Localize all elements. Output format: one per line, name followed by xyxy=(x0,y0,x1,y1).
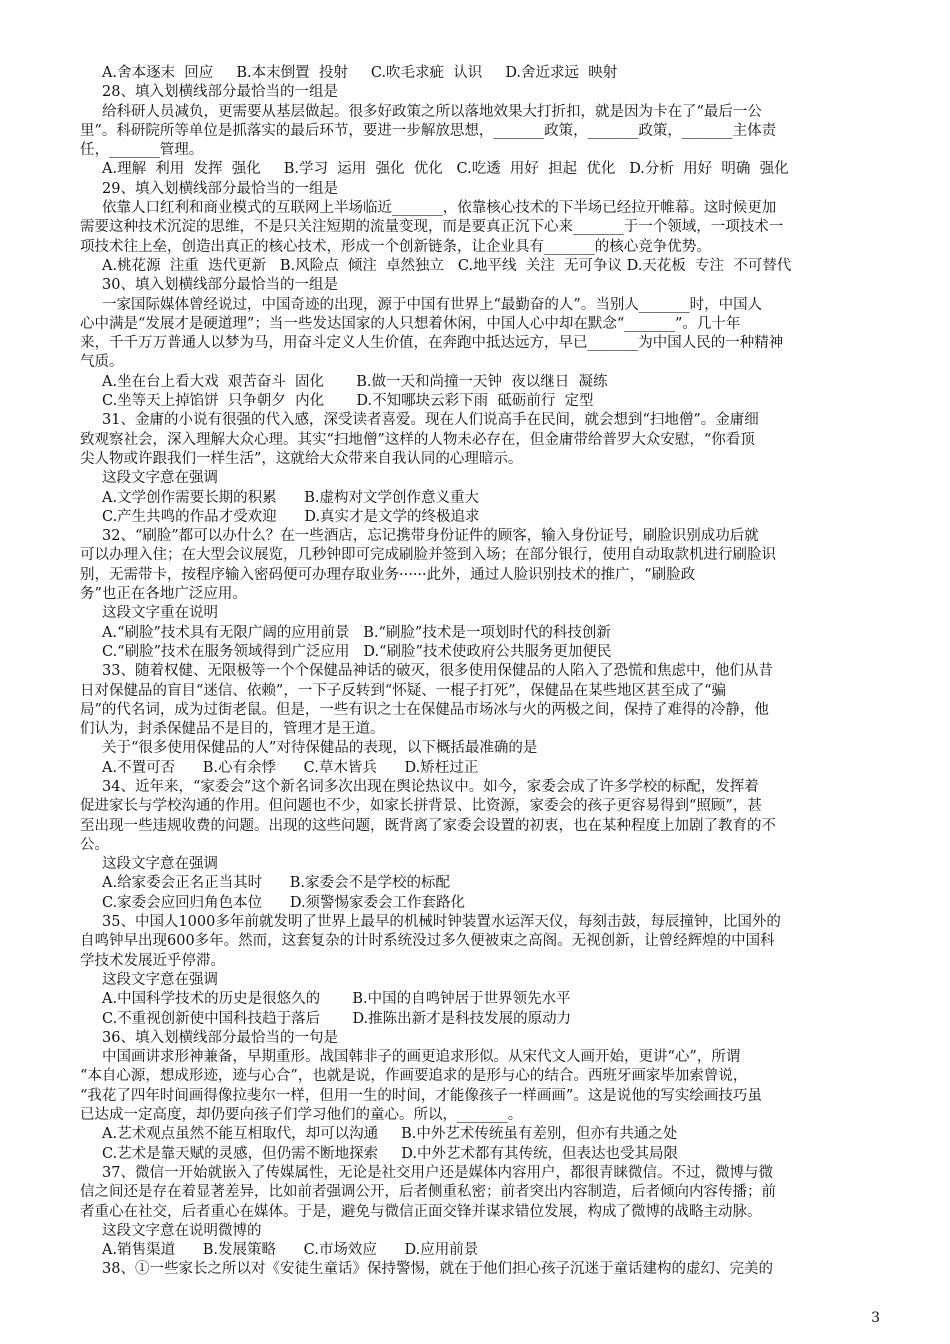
text-line: C.艺术是靠天赋的灵感，但仍需不断地探索 D.中外艺术都有其传统，但表达也受其局限 xyxy=(102,1145,678,1162)
text-line: A.坐在台上看大戏 艰苦奋斗 固化 B.做一天和尚撞一天钟 夜以继日 凝练 xyxy=(102,373,608,390)
text-line: 气质。 xyxy=(80,354,124,371)
text-line: 29、填入划横线部分最恰当的一组是 xyxy=(102,180,338,197)
text-line: A.“刷脸”技术具有无限广阔的应用前景 B.“刷脸”技术是一项划时代的科技创新 xyxy=(102,624,611,641)
text-line: 学技术发展近乎停滞。 xyxy=(80,952,225,969)
text-line: 32、“刷脸”都可以办什么？在一些酒店，忘记携带身份证件的顾客，输入身份证号，刷脸识别成功后就 xyxy=(102,528,759,545)
text-line: 别，无需带卡，按程序输入密码便可办理存取业务······此外，通过人脸识别技术的推广，“刷脸政 xyxy=(80,566,696,583)
text-line: 中国画讲求形神兼备，早期重形。战国韩非子的画更追求形似。从宋代文人画开始，更讲“心”，所谓 xyxy=(102,1049,741,1066)
text-line: 里”。科研院所等单位是抓落实的最后环节，要进一步解放思想，_______政策，_______政策，_______主体责 xyxy=(80,122,777,139)
text-line: C.坐等天上掉馅饼 只争朝夕 内化 D.不知哪块云彩下雨 砥砺前行 定型 xyxy=(102,393,594,410)
text-line: 至出现一些违规收费的问题。出现的这些问题，既背离了家委会设置的初衷，也在某种程度上加剧了教育的不 xyxy=(80,817,776,834)
text-line: 35、中国人1000多年前就发明了世界上最早的机械时钟装置水运浑天仪，每刻击鼓，每辰撞钟，比国外的 xyxy=(102,914,781,931)
text-line: 来，千千万万普通人以梦为马，用奋斗定义人生价值，在奔跑中抵达远方，早已_______为中国人民的一种精神 xyxy=(80,335,784,352)
text-line: 给科研人员减负，更需要从基层做起。很多好政策之所以落地效果大打折扣，就是因为卡在了“最后一公 xyxy=(102,103,762,120)
text-line: 已达成一定高度，却仍要向孩子们学习他们的童心。所以，_______。 xyxy=(80,1107,523,1124)
text-line: 务”也正在各地广泛应用。 xyxy=(80,586,247,603)
text-line: 者重心在社交，后者重心在媒体。于是，避免与微信正面交锋并谋求错位发展，构成了微博的战略主动脉。 xyxy=(80,1203,762,1220)
text-line: 37、微信一开始就嵌入了传媒属性，无论是社交用户还是媒体内容用户，都很青睐微信。不过，微博与微 xyxy=(102,1164,773,1181)
text-line: 尖人物或许跟我们一样生活”，这就给大众带来自我认同的心理暗示。 xyxy=(80,450,523,467)
text-line: 们认为，封杀保健品不是目的，管理才是王道。 xyxy=(80,721,385,738)
text-line: C.产生共鸣的作品才受欢迎 D.真实才是文学的终极追求 xyxy=(102,508,480,525)
text-line: 日对保健品的盲目“迷信、依赖”，一下子反转到“怀疑、一棍子打死”，保健品在某些地区甚至成了“骗 xyxy=(80,682,727,699)
text-line: A.文学创作需要长期的积累 B.虚构对文学创作意义重大 xyxy=(102,489,479,506)
text-line: A.销售渠道 B.发展策略 C.市场效应 D.应用前景 xyxy=(102,1242,479,1259)
text-line: 项技术往上垒，创造出真正的核心技术，形成一个创新链条，让企业具有_______的核心竞争优势。 xyxy=(80,238,711,255)
text-line: 这段文字重在说明 xyxy=(102,605,218,622)
text-line: C.家委会应回归角色本位 D.须警惕家委会工作套路化 xyxy=(102,894,466,911)
text-line: 这段文字意在强调 xyxy=(102,470,218,487)
text-line: 促进家长与学校沟通的作用。但问题也不少，如家长拼背景、比资源，家委会的孩子更容易得到“照顾”，甚 xyxy=(80,798,762,815)
text-line: 30、填入划横线部分最恰当的一组是 xyxy=(102,277,338,294)
page-number: 3 xyxy=(871,1310,880,1326)
text-line: A.艺术观点虽然不能互相取代，却可以沟通 B.中外艺术传统虽有差别，但亦有共通之处 xyxy=(102,1126,678,1143)
text-line: 这段文字意在强调 xyxy=(102,971,218,988)
text-line: 致观察社会，深入理解大众心理。其实“扫地僧”这样的人物未必存在，但金庸带给普罗大众安慰，“你看顶 xyxy=(80,431,755,448)
text-line: 34、近年来，“家委会”这个新名词多次出现在舆论热议中。如今，家委会成了许多学校的标配，发挥着 xyxy=(102,778,759,795)
text-line: 这段文字意在说明微博的 xyxy=(102,1222,262,1239)
text-line: C.“刷脸”技术在服务领域得到广泛应用 D.“刷脸”技术使政府公共服务更加便民 xyxy=(102,643,612,660)
text-line: C.不重视创新使中国科技趋于落后 D.推陈出新才是科技发展的原动力 xyxy=(102,1010,572,1027)
text-line: 任，_______管理。 xyxy=(80,142,204,159)
text-line: A.舍本逐末 回应 B.本末倒置 投射 C.吹毛求疵 认识 D.舍近求远 映射 xyxy=(102,65,618,81)
text-line: 公。 xyxy=(80,836,109,853)
text-line: 这段文字意在强调 xyxy=(102,856,218,873)
text-line: 依靠人口红利和商业模式的互联网上半场临近_______，依靠核心技术的下半场已经拉开帷幕。这时候更加 xyxy=(102,200,777,217)
text-line: 33、随着权健、无限极等一个个保健品神话的破灭，很多使用保健品的人陷入了恐慌和焦虑中，他们从昔 xyxy=(102,663,773,680)
text-line: 心中满是“发展才是硬道理”；当一些发达国家的人只想着休闲，中国人心中却在默念“_______”。几十年 xyxy=(80,315,741,332)
text-line: A.理解 利用 发挥 强化 B.学习 运用 强化 优化 C.吃透 用好 担起 优化 D.分析 用好 明确 强化 xyxy=(102,161,789,178)
text-line: A.桃花源 注重 迭代更新 B.风险点 倾注 卓然独立 C.地平线 关注 无可争议 D.天花板 专注 不可替代 xyxy=(102,257,792,274)
text-line: 31、金庸的小说有很强的代入感，深受读者喜爱。现在人们说高手在民间，就会想到“扫地僧”。金庸细 xyxy=(102,412,759,429)
text-line: A.中国科学技术的历史是很悠久的 B.中国的自鸣钟居于世界领先水平 xyxy=(102,991,571,1008)
text-line: 38、①一些家长之所以对《安徒生童话》保持警惕，就在于他们担心孩子沉迷于童话建构的虚幻、完美的 xyxy=(102,1261,773,1278)
text-line: “我花了四年时间画得像拉斐尔一样，但用一生的时间，才能像孩子一样画画”。这是说他的写实绘画技巧虽 xyxy=(80,1087,762,1104)
text-line: 36、填入划横线部分最恰当的一句是 xyxy=(102,1029,338,1046)
text-line: 局”的代名词，成为过街老鼠。但是，一些有识之士在保健品市场冰与火的两极之间，保持了难得的冷静，他 xyxy=(80,701,769,718)
text-line: 可以办理入住；在大型会议展览，几秒钟即可完成刷脸并签到入场；在部分银行，使用自动取款机进行刷脸识 xyxy=(80,547,776,564)
text-line: 信之间还是存在着显著差异，比如前者强调公开，后者侧重私密；前者突出内容制造，后者倾向内容传播；前 xyxy=(80,1184,776,1201)
text-line: 需要这种技术沉淀的思维，不是只关注短期的流量变现，而是要真正沉下心来_______于一个领域，一项技术一 xyxy=(80,219,784,236)
text-line: 自鸣钟早出现600多年。然而，这套复杂的计时系统没过多久便被束之高阁。无视创新，让曾经辉煌的中国科 xyxy=(80,933,775,950)
text-line: 关于“很多使用保健品的人”对待保健品的表现，以下概括最准确的是 xyxy=(102,740,538,757)
text-line: A.不置可否 B.心有余悸 C.草木皆兵 D.矫枉过正 xyxy=(102,759,479,776)
text-line: 一家国际媒体曾经说过，中国奇迹的出现，源于中国有世界上“最勤奋的人”。当别人_______时，中国人 xyxy=(102,296,763,313)
text-line: A.给家委会正名正当其时 B.家委会不是学校的标配 xyxy=(102,875,450,892)
document-body xyxy=(80,64,880,1280)
text-line: “本自心源，想成形迹，迹与心合”，也就是说，作画要追求的是形与心的结合。西班牙画家毕加索曾说， xyxy=(80,1068,748,1085)
text-line: 28、填入划横线部分最恰当的一组是 xyxy=(102,84,338,101)
